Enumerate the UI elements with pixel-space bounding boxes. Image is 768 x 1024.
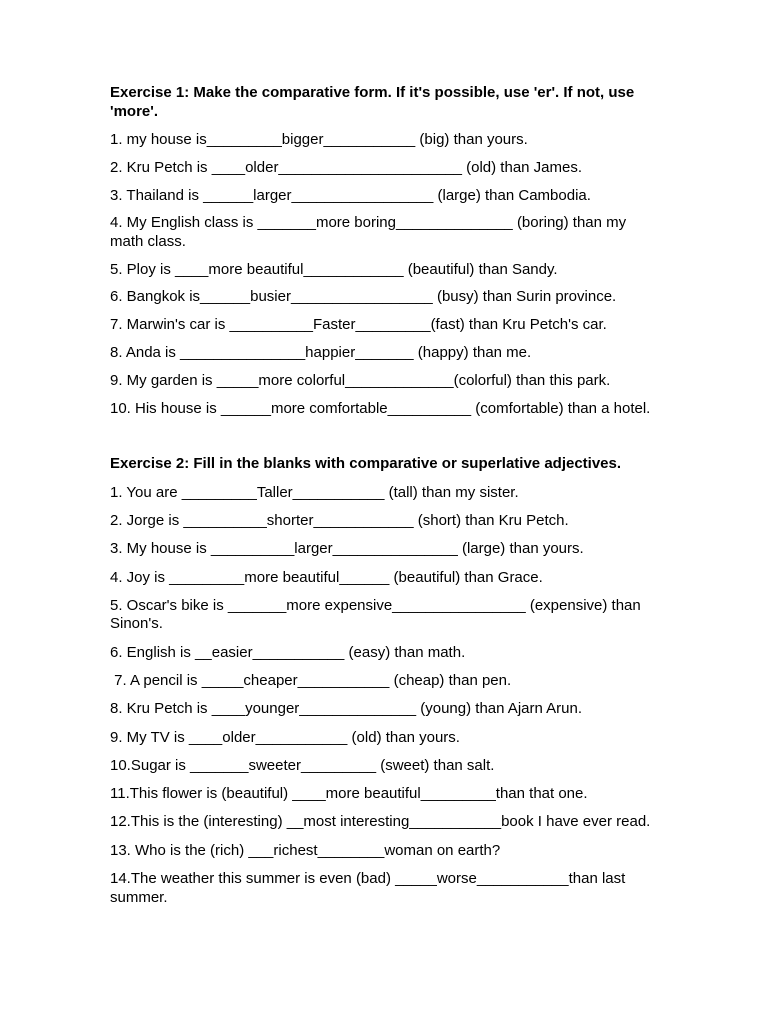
- exercise-1-item: 10. His house is ______more comfortable__________ (comfortable) than a hotel.: [110, 399, 651, 417]
- exercise-1-item: 5. Ploy is ____more beautiful____________ (beautiful) than Sandy.: [110, 260, 558, 278]
- exercise-2: [110, 455, 662, 907]
- exercise-1-item: 7. Marwin's car is __________Faster_________(fast) than Kru Petch's car.: [110, 316, 607, 334]
- exercise-2-item: 1. You are _________Taller___________ (tall) than my sister.: [110, 483, 519, 501]
- exercise-1-item: 8. Anda is _______________happier_______ (happy) than me.: [110, 344, 532, 362]
- exercise-1-item: 3. Thailand is ______larger_________________ (large) than Cambodia.: [110, 186, 591, 204]
- exercise-2-item: 9. My TV is ____older___________ (old) than yours.: [110, 728, 460, 746]
- exercise-2-item: 10.Sugar is _______sweeter_________ (sweet) than salt.: [110, 756, 495, 774]
- worksheet-page: [110, 84, 662, 917]
- exercise-2-item: 7. A pencil is _____cheaper___________ (cheap) than pen.: [110, 671, 512, 689]
- exercise-2-item: 11.This flower is (beautiful) ____more beautiful_________than that one.: [110, 785, 588, 803]
- exercise-1-item: 6. Bangkok is______busier_________________ (busy) than Surin province.: [110, 288, 617, 306]
- exercise-1-item: 2. Kru Petch is ____older______________________ (old) than James.: [110, 158, 583, 176]
- exercise-1-item: 1. my house is_________bigger___________ (big) than yours.: [110, 131, 528, 148]
- exercise-2-item: 4. Joy is _________more beautiful______ (beautiful) than Grace.: [110, 568, 543, 586]
- exercise-2-item: 5. Oscar's bike is _______more expensive________________ (expensive) than Sinon's.: [110, 596, 641, 633]
- exercise-2-item: 12.This is the (interesting) __most interesting___________book I have ever read.: [110, 813, 651, 831]
- exercise-1-title: Exercise 1: Make the comparative form. If it's possible, use 'er'. If not, use 'more'.: [110, 84, 635, 120]
- exercise-2-item: 13. Who is the (rich) ___richest________woman on earth?: [110, 841, 501, 859]
- exercise-2-item: 8. Kru Petch is ____younger______________ (young) than Ajarn Arun.: [110, 700, 583, 718]
- exercise-2-title: Exercise 2: Fill in the blanks with comparative or superlative adjectives.: [110, 455, 622, 473]
- exercise-2-item: 3. My house is __________larger_______________ (large) than yours.: [110, 540, 584, 558]
- exercise-2-item: 6. English is __easier___________ (easy) than math.: [110, 643, 466, 661]
- exercise-2-item: 2. Jorge is __________shorter____________ (short) than Kru Petch.: [110, 511, 569, 529]
- exercise-1-item: 9. My garden is _____more colorful_____________(colorful) than this park.: [110, 371, 611, 389]
- exercise-2-item: 14.The weather this summer is even (bad) _____worse___________than last summer.: [110, 870, 626, 906]
- exercise-1-item: 4. My English class is _______more boring______________ (boring) than my math class.: [110, 214, 627, 250]
- exercise-1: [110, 84, 662, 418]
